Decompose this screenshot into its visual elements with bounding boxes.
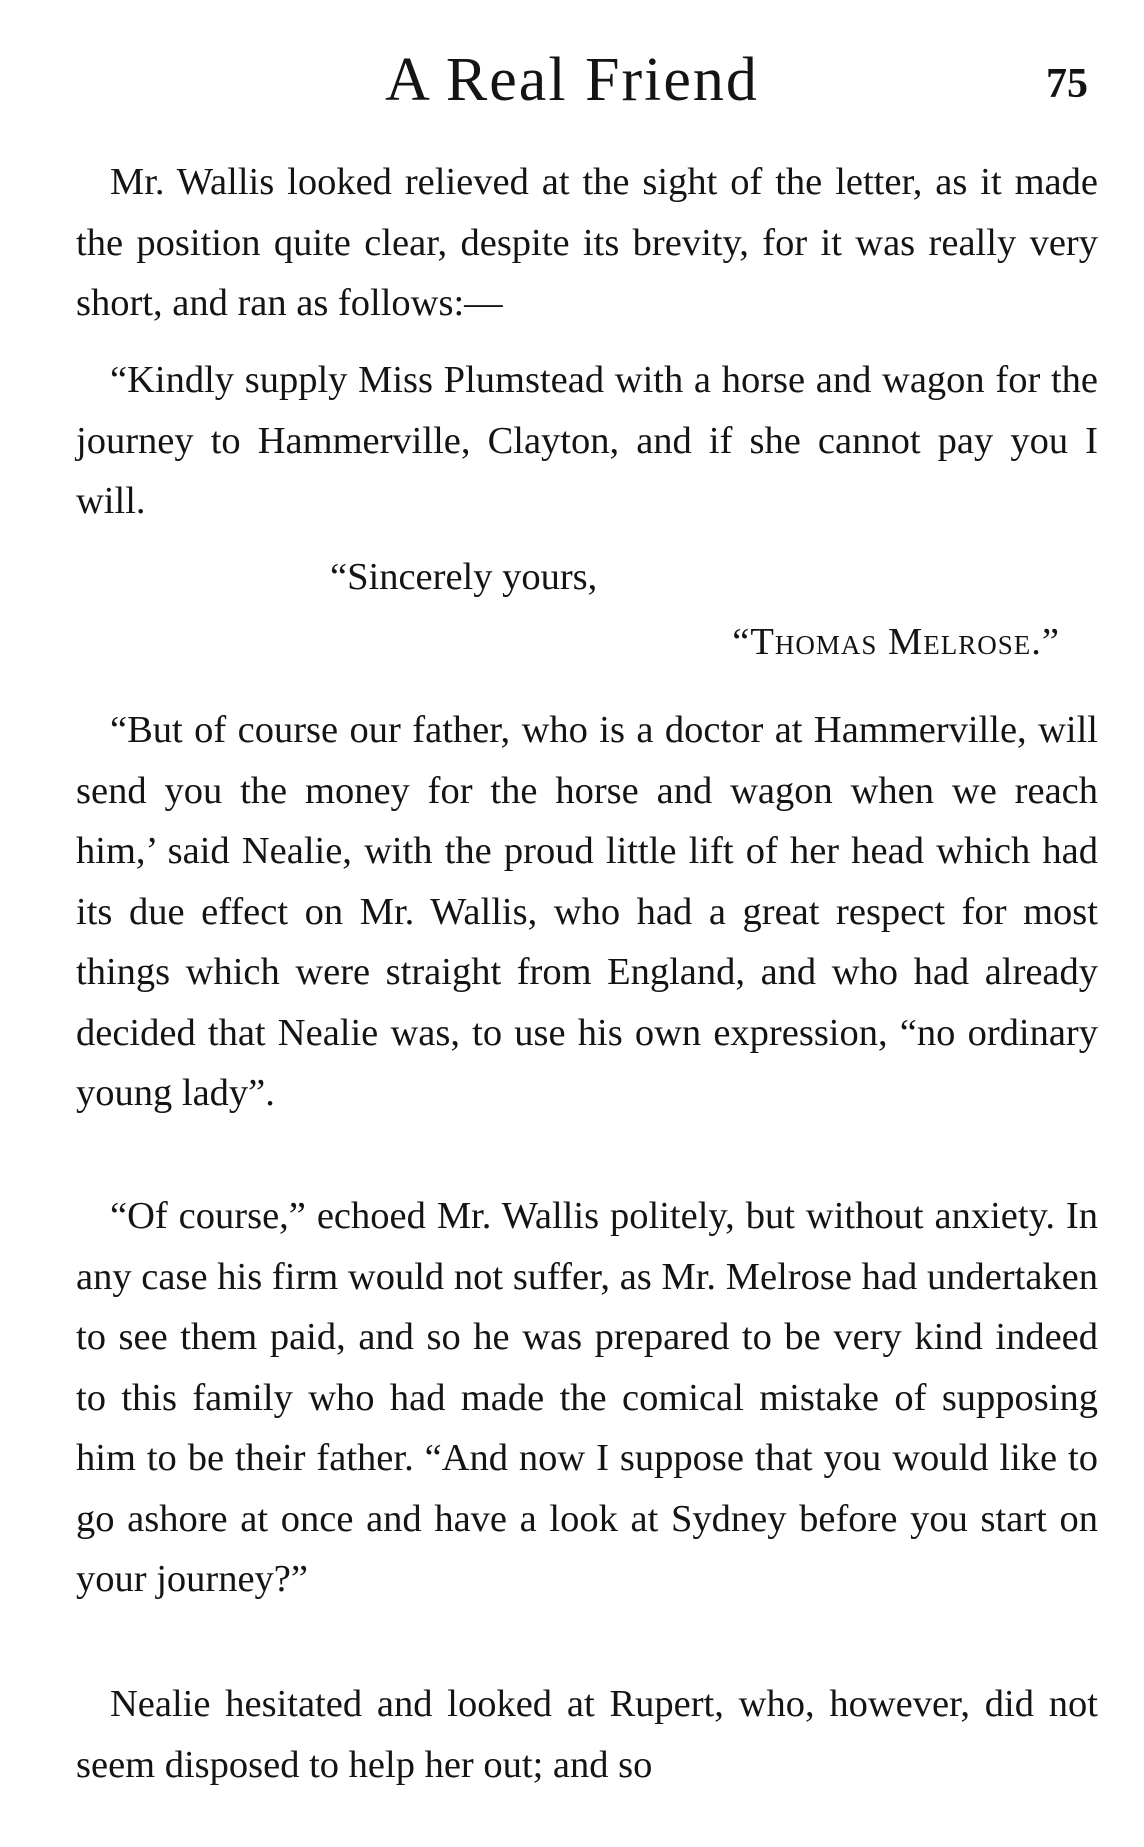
paragraph-wallis-reply: [76, 1186, 1098, 1610]
letter-signature: “Thomas Melrose.”: [732, 621, 1060, 663]
paragraph-intro: [76, 152, 1098, 334]
letter-closing: “Sincerely yours,: [330, 556, 598, 598]
letter-body: [76, 350, 1098, 532]
paragraph-nealie-reply: [76, 700, 1098, 1124]
letter-text: “Kindly supply Miss Plumstead with a horse and wagon for the journey to Hammerville, Clayton, and if she cannot pay you I will.: [76, 359, 1098, 522]
running-title: A Real Friend: [385, 46, 759, 114]
page-number: 75: [1046, 61, 1088, 107]
paragraph-text: Nealie hesitated and looked at Rupert, who, however, did not seem disposed to help her out; and so: [76, 1683, 1098, 1786]
paragraph-text: “But of course our father, who is a doctor at Hammerville, will send you the money for the horse and wagon when we reach him,’ said Nealie, with the proud little lift of her head which had its due effect on Mr. Wallis, who had a great respect for most things which were straight from England, and who had already decided that Nealie was, to use his own expression, “no ordinary young lady”.: [76, 709, 1098, 1114]
page-header: [0, 40, 1144, 120]
paragraph-text: “Of course,” echoed Mr. Wallis politely, but without anxiety. In any case his firm would not suffer, as Mr. Melrose had undertaken to see them paid, and so he was prepared to be very kind indeed to this family who had made the comical mistake of supposing him to be their father. “And now I suppose that you would like to go ashore at once and have a look at Sydney before you start on your journey?”: [76, 1195, 1098, 1600]
paragraph-text: Mr. Wallis looked relieved at the sight of the letter, as it made the position quite clear, despite its brevity, for it was really very short, and ran as follows:—: [76, 161, 1098, 324]
paragraph-nealie-hesitates: [76, 1674, 1098, 1795]
